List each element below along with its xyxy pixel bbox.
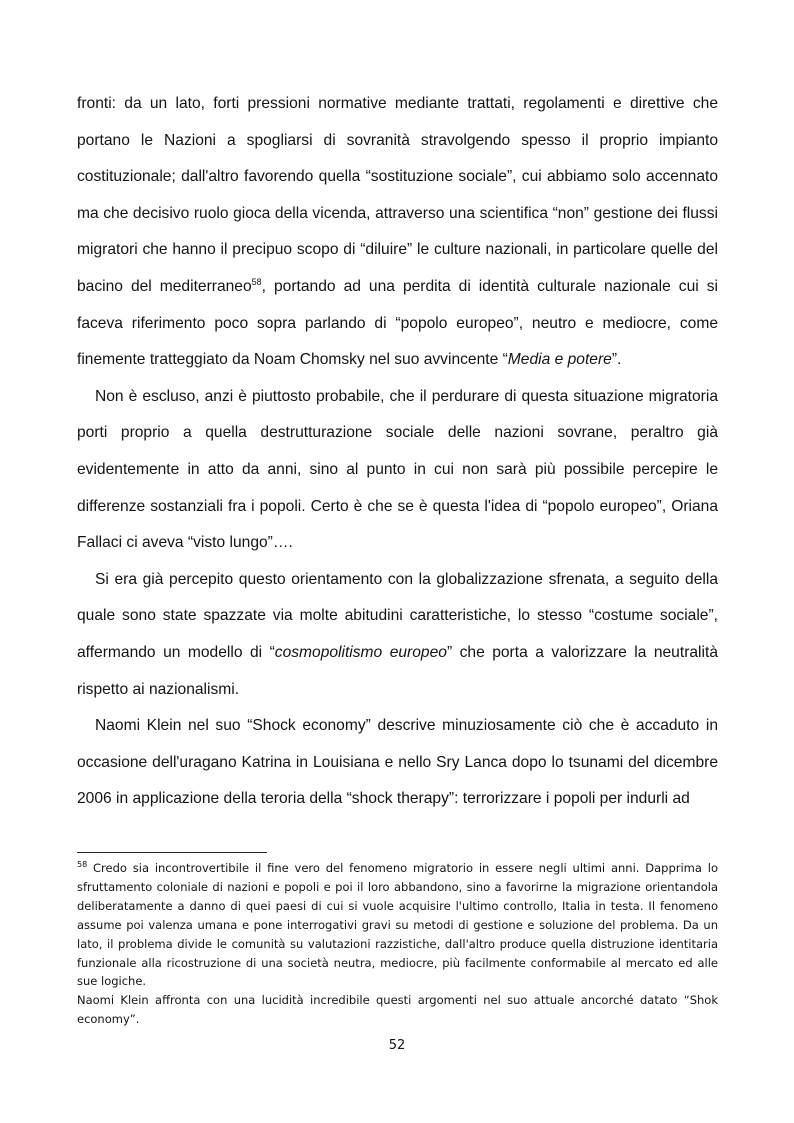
footnote-text [77, 859, 718, 991]
paragraph-2: Non è escluso, anzi è piuttosto probabile, che il perdurare di questa situazione migratoria porti proprio a quella destrutturazione sociale delle nazioni sovrane, peraltro già evidentemente in atto da anni, sino al punto in cui non sarà più possibile percepire le differenze sostanziali fra i popoli. Certo è che se è questa l'idea di “popolo europeo”, Oriana Fallaci ci aveva “visto lungo”…. [77, 387, 718, 552]
book-title-italic: Media e potere [507, 351, 612, 369]
paragraph-3-text-a: Si era già percepito questo orientamento con la globalizzazione sfrenata, a seguito della quale sono state spazzate via molte abitudini caratteristiche, lo stesso “costume sociale”, affermando un modello di “ [77, 570, 718, 661]
page-number: 52 [388, 1038, 406, 1053]
paragraph-1 [77, 86, 718, 379]
body-text [77, 86, 718, 818]
italic-term: cosmopolitismo europeo [274, 643, 447, 661]
paragraph-3 [77, 562, 718, 708]
paragraph-4: Naomi Klein nel suo “Shock economy” descrive minuziosamente ciò che è accaduto in occasione dell'uragano Katrina in Louisiana e nello Sry Lanca dopo lo tsunami del dicembre 2006 in applicazione della teroria della “shock therapy”: terrorizzare i popoli per indurli ad [77, 717, 718, 808]
footnote-reference[interactable]: 58 [251, 276, 262, 287]
footnote-58 [77, 859, 718, 1029]
paragraph-1-text-b: , portando ad una perdita di identità culturale nazionale cui si faceva riferimento poco sopra parlando di “popolo europeo”, neutro e mediocre, come finemente tratteggiato da Noam Chomsky nel suo avvincente “ [77, 277, 718, 369]
paragraph-1-text-c: ”. [611, 351, 622, 369]
paragraph-1-text-a: fronti: da un lato, forti pressioni normative mediante trattati, regolamenti e direttive che portano le Nazioni a spogliarsi di sovranità stravolgendo spesso il proprio impianto costituzionale; dall'altro favorendo quella “sostituzione sociale”, cui abbiamo solo accennato ma che decisivo ruolo gioca della vicenda, attraverso una scientifica “non” gestione dei flussi migratori che hanno il precipuo scopo di “diluire” le culture nazionali, in particolare quelle del bacino del mediterraneo [77, 95, 718, 295]
footnote-separator [77, 852, 267, 853]
footnote-number: 58 [77, 860, 88, 870]
footnote-body: Credo sia incontrovertibile il fine vero del fenomeno migratorio in essere negli ultimi anni. Dapprima lo sfruttamento coloniale di nazioni e popoli e poi il loro abbandono, sino a favorirne la migrazione orientandola deliberatamente a danno di quei paesi di cui si vuole acquisire l'ultimo controllo, Italia in testa. Il fenomeno assume poi valenza umana e pone interrogativi gravi su metodi di gestione e soluzione del problema. Da un lato, il problema divide le comunità su valutazioni razzistiche, dall'altro produce quella distruzione identitaria funzionale alla ricostruzione di una società neutra, mediocre, più facilmente conformabile al mercato ed alle sue logiche. [77, 861, 718, 989]
paragraph-3-text-b: ” che porta a valorizzare la neutralità rispetto ai nazionalismi. [77, 643, 718, 698]
footnote-text-2: Naomi Klein affronta con una lucidità incredibile questi argomenti nel suo attuale ancorché datato “Shok economy”. [77, 993, 718, 1027]
